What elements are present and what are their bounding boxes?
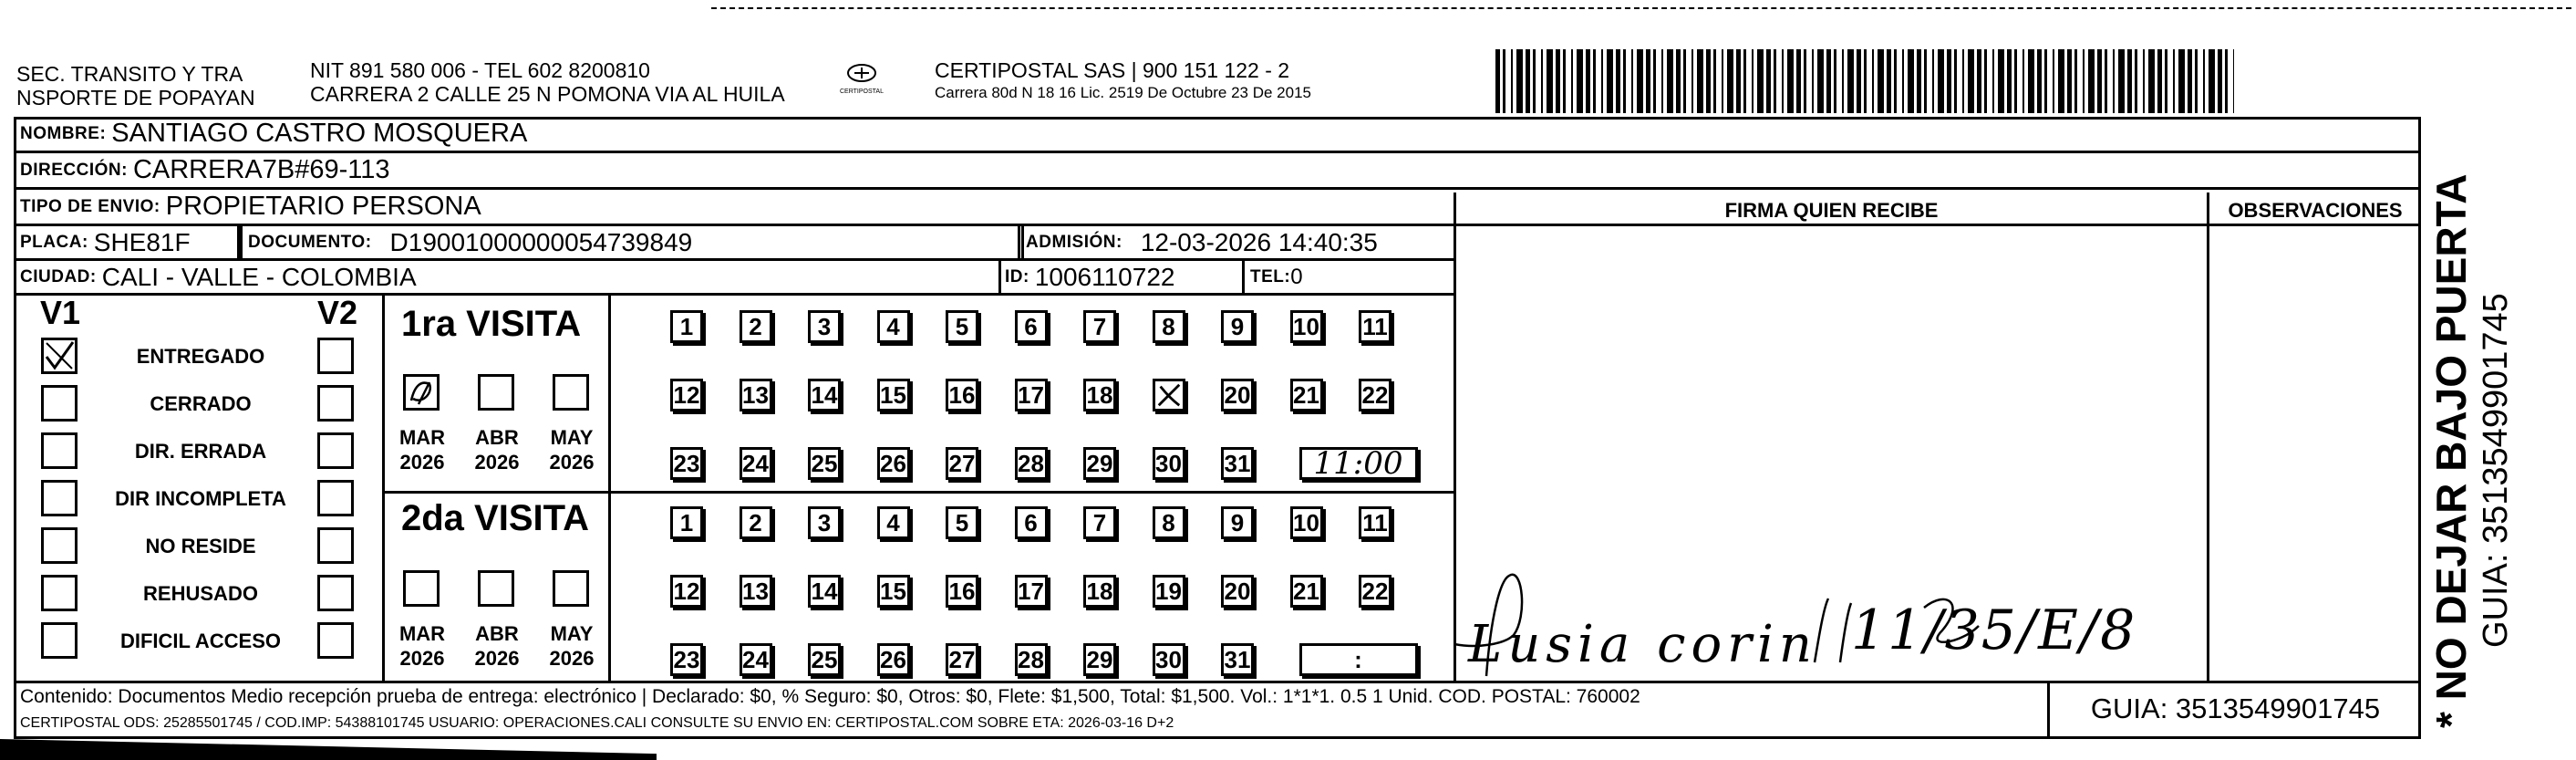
day-checkbox[interactable]: 3 [808,310,841,343]
status-label: CERRADO [150,392,252,415]
day-checkbox[interactable]: 21 [1290,575,1323,608]
v2-checkbox[interactable] [317,480,354,516]
placa-cell [16,226,240,261]
v1-checkbox[interactable] [41,622,78,659]
day-checkbox[interactable]: 12 [670,379,703,411]
id-cell [998,261,1245,296]
day-checkbox[interactable]: 21 [1290,379,1323,411]
courier-line2: Carrera 80d N 18 16 Lic. 2519 De Octubre 23 De 2015 [935,84,1311,101]
day-checkbox[interactable]: 26 [877,643,910,676]
day-checkbox[interactable]: 14 [808,575,841,608]
day-checkbox[interactable]: 29 [1083,447,1116,480]
day-checkbox[interactable]: 6 [1015,506,1048,539]
tipo-value: PROPIETARIO PERSONA [165,192,481,221]
v2-checkbox[interactable] [317,575,354,611]
visits-right-rule [608,296,611,681]
day-checkbox[interactable]: 7 [1083,310,1116,343]
firma-heading: FIRMA QUIEN RECIBE [1724,199,1939,222]
direccion-row [16,153,2421,190]
day-checkbox[interactable]: 12 [670,575,703,608]
footer-line2: CERTIPOSTAL ODS: 25285501745 / COD.IMP: 54388101745 USUARIO: OPERACIONES.CALI CONSULTE SU ENVIO EN: CERTIPOSTAL.COM SOBRE ETA: 2026-03-16 D+2 [20,715,1174,731]
status-label: DIFICIL ACCESO [119,630,281,652]
signature-mark: 11/35/E/8 [1851,599,2137,662]
direccion-label: DIRECCIÓN: [20,160,128,180]
v1-checkbox[interactable] [41,527,78,564]
sender-name [16,62,255,109]
tel-value: 0 [1290,264,1303,289]
cut-line [711,7,2571,9]
month-checkbox[interactable] [478,374,514,411]
day-checkbox[interactable]: 26 [877,447,910,480]
day-checkbox[interactable]: 1 [670,506,703,539]
direccion-value: CARRERA7B#69-113 [132,155,390,184]
id-label: ID: [1005,266,1029,286]
v2-checkbox[interactable] [317,432,354,469]
v1-checkbox[interactable] [41,432,78,469]
day-checkbox[interactable]: 23 [670,643,703,676]
admision-label: ADMISIÓN: [1026,232,1122,252]
month-checkbox[interactable] [478,570,514,607]
day-checkbox[interactable]: 22 [1359,379,1391,411]
tipo-label: TIPO DE ENVIO: [20,196,160,216]
day-checkbox[interactable]: 4 [877,506,910,539]
side-guia: GUIA: 3513549901745 [2477,293,2515,648]
v1-checkbox[interactable] [41,338,78,374]
month-year: 2026 [399,647,445,670]
day-checkbox[interactable]: 23 [670,447,703,480]
day-checkbox[interactable]: 28 [1015,447,1048,480]
ciudad-value: CALI - VALLE - COLOMBIA [101,262,417,291]
status-label: DIR INCOMPLETA [115,487,286,510]
month-year: 2026 [399,451,445,474]
day-checkbox[interactable]: 4 [877,310,910,343]
nit-line2: CARRERA 2 CALLE 25 N POMONA VIA AL HUILA [310,82,785,106]
month-label [540,425,604,474]
month-name: ABR [475,426,519,449]
month-year: 2026 [474,647,520,670]
day-checkbox[interactable]: 29 [1083,643,1116,676]
footer-guia: GUIA: 3513549901745 [2090,692,2381,724]
courier-line1: CERTIPOSTAL SAS | 900 151 122 - 2 [935,58,1290,82]
day-checkbox[interactable]: 8 [1153,506,1185,539]
placa-label: PLACA: [20,232,88,252]
handwritten-mark-icon [406,377,437,408]
day-checkbox[interactable]: 18 [1083,379,1116,411]
month-year: 2026 [549,451,595,474]
visits-divider [382,491,1456,494]
status-label: NO RESIDE [145,535,256,557]
ciudad-cell [16,261,1001,296]
sender-line2: NSPORTE DE POPAYAN [16,86,255,109]
side-warning: * NO DEJAR BAJO PUERTA [2427,173,2475,728]
day-checkbox[interactable]: 15 [877,575,910,608]
sender-nit [310,58,785,106]
admision-cell [1018,226,1456,261]
v1-checkbox[interactable] [41,480,78,516]
day-checkbox[interactable]: 1 [670,310,703,343]
day-checkbox[interactable]: 11 [1359,310,1391,343]
nombre-value: SANTIAGO CASTRO MOSQUERA [111,119,528,148]
day-checkbox[interactable]: 9 [1221,506,1254,539]
month-name: MAR [398,622,446,645]
day-checkbox[interactable]: 31 [1221,447,1254,480]
day-checkbox[interactable]: 31 [1221,643,1254,676]
day-checkbox[interactable]: 30 [1153,643,1185,676]
day-checkbox[interactable]: 19 [1153,575,1185,608]
nombre-label: NOMBRE: [20,123,107,143]
v2-checkbox[interactable] [317,622,354,659]
status-label: ENTREGADO [136,345,265,368]
second-visit-title: 2da VISITA [401,498,589,538]
day-checkbox[interactable]: 16 [946,379,978,411]
time-box[interactable]: : [1299,643,1418,676]
documento-label: DOCUMENTO: [248,232,372,252]
documento-value: D19001000000054739849 [389,227,693,256]
day-checkbox[interactable]: 17 [1015,379,1048,411]
day-checkbox[interactable]: 25 [808,643,841,676]
month-name: MAY [550,426,594,449]
v1-heading: V1 [40,294,81,331]
month-label [465,425,529,474]
month-checkbox[interactable] [403,374,440,411]
footer-contenido: Contenido: Documentos Medio recepción prueba de entrega: electrónico | Declarado: $0, % Seguro: $0, Otros: $0, Flete: $1,500, Total: $1,500. Vol.: 1*1*1. 0.5 1 Unid. COD. POSTAL: 760002 [20,686,1640,707]
day-checkbox[interactable]: 17 [1015,575,1048,608]
day-checkbox[interactable]: 30 [1153,447,1185,480]
day-checkbox[interactable]: 13 [740,575,772,608]
day-checkbox[interactable]: 24 [740,643,772,676]
tel-cell [1242,261,1456,296]
tel-label: TEL: [1250,266,1291,286]
handwritten-mark-icon [1155,380,1183,410]
v1-checkbox[interactable] [41,385,78,422]
month-label [540,621,604,671]
time-box[interactable]: 11:00 [1299,447,1418,480]
placa-value: SHE81F [93,227,191,256]
day-checkbox[interactable] [1153,379,1185,411]
day-checkbox[interactable]: 27 [946,447,978,480]
obs-left-rule [2207,193,2209,681]
day-checkbox[interactable]: 25 [808,447,841,480]
month-name: MAR [398,426,446,449]
day-checkbox[interactable]: 5 [946,506,978,539]
status-label: DIR. ERRADA [134,440,267,463]
certipostal-logo: CERTIPOSTAL [830,62,894,104]
day-checkbox[interactable]: 10 [1290,506,1323,539]
status-label: REHUSADO [143,582,258,605]
barcode [1495,49,2234,113]
day-checkbox[interactable]: 22 [1359,575,1391,608]
day-checkbox[interactable]: 16 [946,575,978,608]
month-checkbox[interactable] [403,570,440,607]
month-name: MAY [550,622,594,645]
day-checkbox[interactable]: 10 [1290,310,1323,343]
v2-checkbox[interactable] [317,527,354,564]
v2-checkbox[interactable] [317,385,354,422]
day-checkbox[interactable]: 11 [1359,506,1391,539]
day-checkbox[interactable]: 14 [808,379,841,411]
day-checkbox[interactable]: 9 [1221,310,1254,343]
month-label [465,621,529,671]
heading-underline [1454,224,2421,226]
v2-heading: V2 [317,294,358,331]
sender-line1: SEC. TRANSITO Y TRA [16,62,243,86]
day-checkbox[interactable]: 13 [740,379,772,411]
day-checkbox[interactable]: 5 [946,310,978,343]
v2-checkbox[interactable] [317,338,354,374]
month-year: 2026 [474,451,520,474]
day-checkbox[interactable]: 18 [1083,575,1116,608]
day-checkbox[interactable]: 7 [1083,506,1116,539]
check-mark-icon [44,340,75,371]
day-checkbox[interactable]: 2 [740,506,772,539]
ciudad-label: CIUDAD: [20,266,97,286]
day-checkbox[interactable]: 24 [740,447,772,480]
first-visit-title: 1ra VISITA [401,304,582,344]
month-year: 2026 [549,647,595,670]
day-checkbox[interactable]: 15 [877,379,910,411]
side-text [2426,82,2562,739]
month-label [390,621,454,671]
courier-info [935,58,1311,104]
month-label [390,425,454,474]
observaciones-heading: OBSERVACIONES [2228,199,2403,222]
admision-value: 12-03-2026 14:40:35 [1140,227,1378,256]
day-checkbox[interactable]: 8 [1153,310,1185,343]
documento-cell [240,226,1024,261]
month-checkbox[interactable] [553,570,589,607]
day-checkbox[interactable]: 20 [1221,379,1254,411]
day-checkbox[interactable]: 6 [1015,310,1048,343]
footer-guia-box [2047,681,2421,739]
day-checkbox[interactable]: 27 [946,643,978,676]
month-name: ABR [475,622,519,645]
day-checkbox[interactable]: 3 [808,506,841,539]
scan-shadow [0,739,657,760]
day-checkbox[interactable]: 2 [740,310,772,343]
v1-checkbox[interactable] [41,575,78,611]
month-checkbox[interactable] [553,374,589,411]
nit-line1: NIT 891 580 006 - TEL 602 8200810 [310,58,650,82]
status-right-rule [382,296,385,681]
day-checkbox[interactable]: 20 [1221,575,1254,608]
id-value: 1006110722 [1034,262,1175,291]
signature [1450,562,2198,681]
signature-text: Lusia corin [1468,615,1817,674]
day-checkbox[interactable]: 28 [1015,643,1048,676]
nombre-row [16,117,2421,153]
